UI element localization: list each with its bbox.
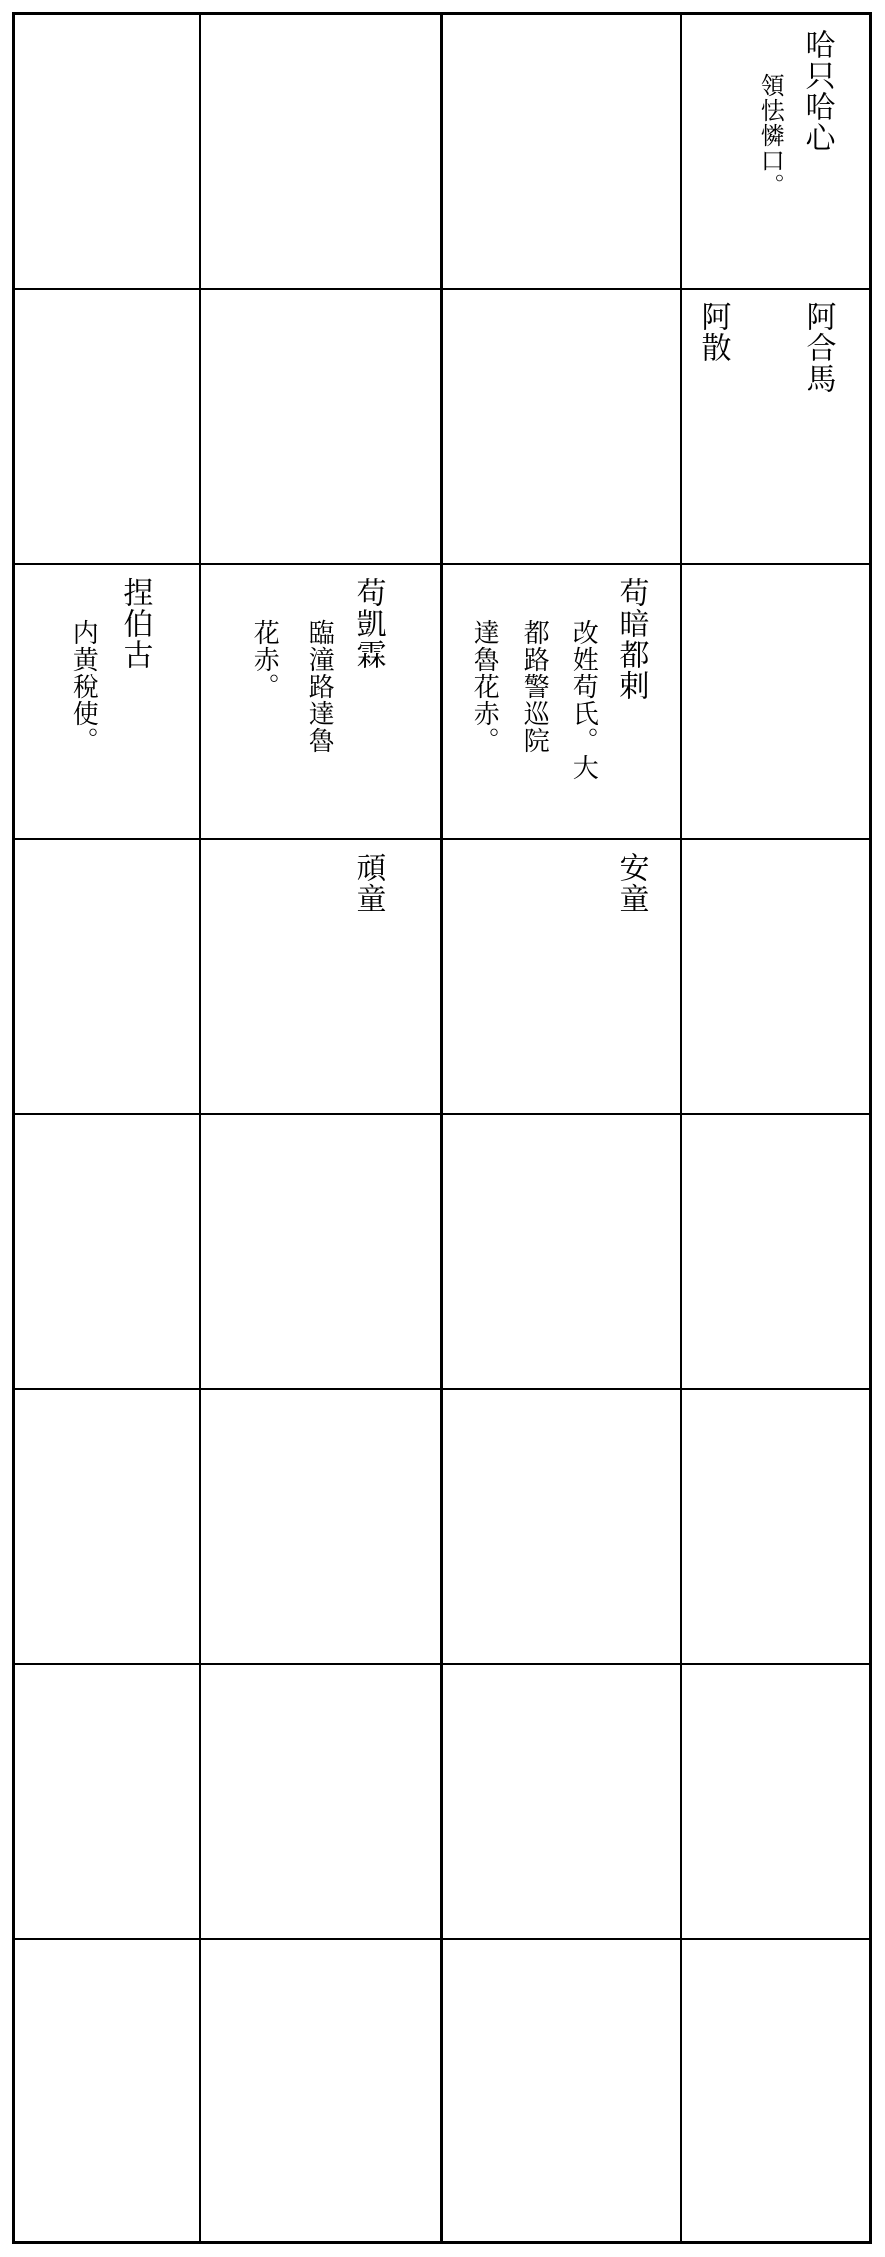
entry-note: 改姓苟氏。大 xyxy=(568,619,599,781)
column-divider xyxy=(680,15,682,2241)
entry-name: 苟暗都剌 xyxy=(613,577,649,701)
entry-name: 捏伯古 xyxy=(117,577,153,670)
row-divider xyxy=(15,838,869,840)
entry-name: 安童 xyxy=(613,852,649,914)
entry-name: 阿散 xyxy=(695,301,731,363)
row-divider xyxy=(15,563,869,565)
entry-name: 阿合馬 xyxy=(800,301,836,394)
entry-name: 頑童 xyxy=(350,852,386,914)
entry-note: 内黄稅使。 xyxy=(68,619,99,754)
entry-name: 哈只哈心 xyxy=(799,29,835,153)
entry-note: 領怯憐口。 xyxy=(756,73,785,198)
entry-note: 花赤。 xyxy=(249,619,280,700)
row-divider xyxy=(15,1388,869,1390)
entry-note: 達魯花赤。 xyxy=(469,619,500,754)
row-divider xyxy=(15,1113,869,1115)
column-divider xyxy=(199,15,201,2241)
column-divider xyxy=(440,15,443,2241)
row-divider xyxy=(15,288,869,290)
row-divider xyxy=(15,1663,869,1665)
row-divider xyxy=(15,1938,869,1940)
entry-note: 臨潼路達魯 xyxy=(304,619,335,754)
entry-name: 苟凱霖 xyxy=(350,577,386,670)
entry-note: 都路警巡院 xyxy=(519,619,550,754)
genealogy-table xyxy=(12,12,872,2244)
